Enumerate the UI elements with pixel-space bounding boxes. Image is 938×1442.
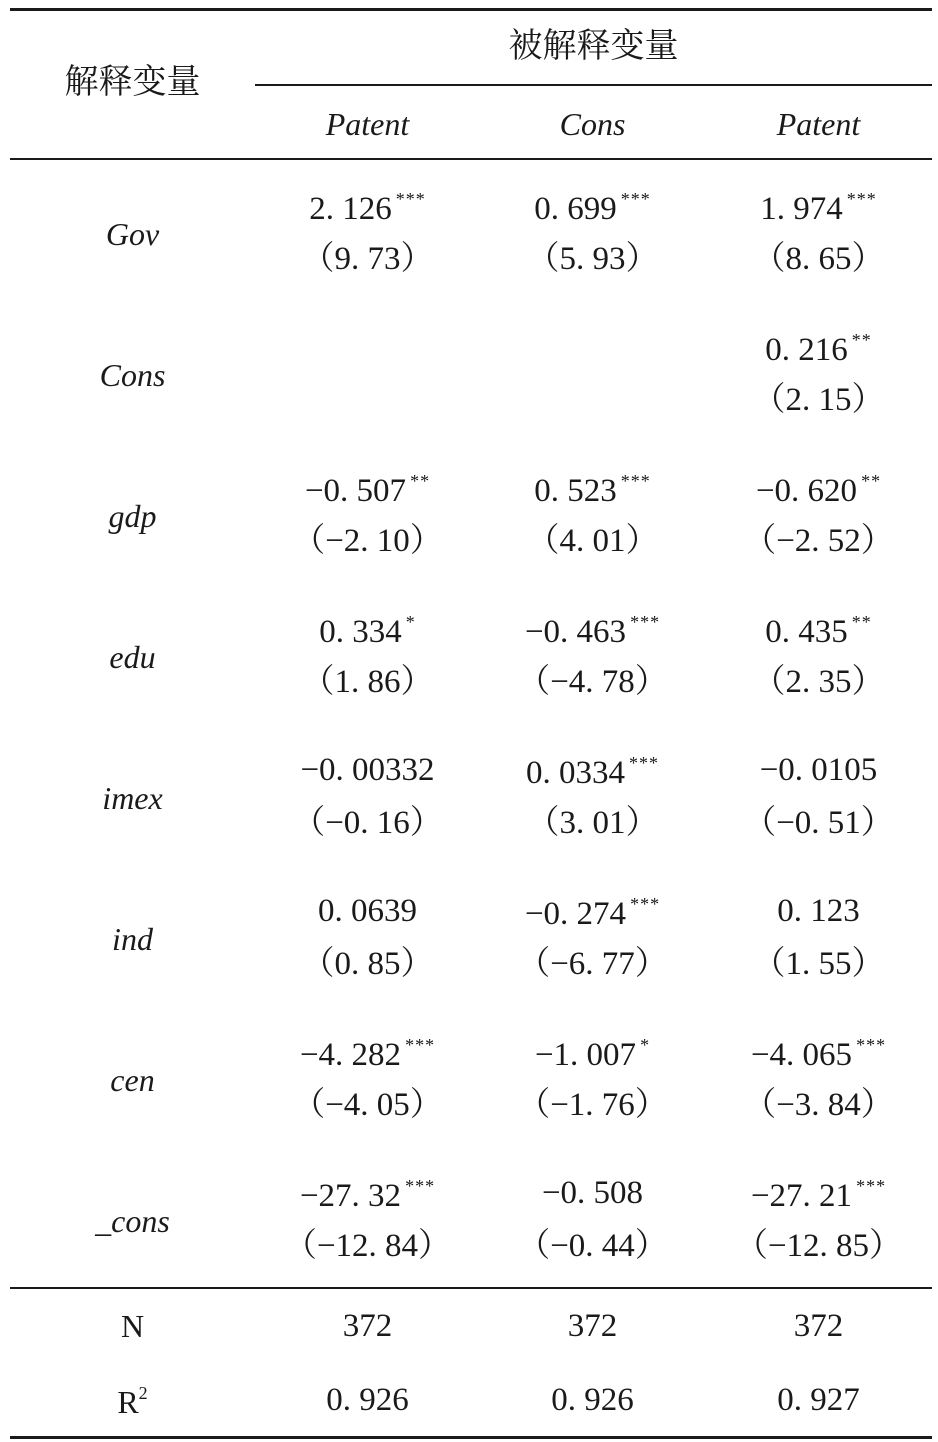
- significance-stars: ***: [856, 1176, 887, 1196]
- coefficient-value: 1. 974: [760, 191, 843, 227]
- column-header-3: Patent: [776, 106, 861, 142]
- coefficient-cell: [480, 472, 705, 508]
- row-label-Gov: Gov: [105, 216, 160, 252]
- coefficient-cell: [705, 472, 932, 508]
- footer-value: 0. 926: [326, 1382, 409, 1418]
- footer-value: 372: [567, 1308, 618, 1344]
- t-statistic: （3. 01）: [526, 805, 659, 841]
- coefficient-value: −0. 00332: [300, 752, 435, 788]
- significance-stars: **: [861, 471, 882, 491]
- t-statistic: （4. 01）: [526, 523, 659, 559]
- significance-stars: *: [405, 612, 416, 632]
- explanatory-variable-header: 解释变量: [64, 64, 201, 101]
- significance-stars: ***: [405, 1176, 436, 1196]
- coefficient-cell: [255, 613, 480, 649]
- coefficient-cell: [705, 331, 932, 367]
- coefficient-cell: [480, 895, 705, 931]
- coefficient-value: −27. 32: [299, 1178, 402, 1214]
- coefficient-value: 0. 123: [777, 893, 860, 929]
- coefficient-value: 0. 699: [534, 191, 617, 227]
- t-statistic: （2. 15）: [752, 382, 885, 418]
- coefficient-value: −1. 007: [534, 1037, 637, 1073]
- coefficient-value: −27. 21: [750, 1178, 853, 1214]
- coefficient-cell: [480, 190, 705, 226]
- footer-value: 0. 927: [777, 1382, 860, 1418]
- significance-stars: *: [640, 1035, 651, 1055]
- t-statistic: （−0. 44）: [517, 1228, 668, 1264]
- significance-stars: **: [851, 330, 872, 350]
- t-statistic: （−12. 85）: [734, 1228, 903, 1264]
- coefficient-value: 0. 0334: [526, 755, 625, 791]
- footer-label-text: N: [120, 1308, 145, 1344]
- header-rule: [10, 158, 932, 160]
- coefficient-cell: [255, 895, 480, 928]
- t-statistic: （−4. 78）: [517, 664, 668, 700]
- top-rule: [10, 8, 932, 11]
- bottom-rule: [10, 1436, 932, 1439]
- coefficient-value: −0. 620: [755, 473, 858, 509]
- footer-value: 0. 926: [551, 1382, 634, 1418]
- t-statistic: （5. 93）: [526, 241, 659, 277]
- coefficient-value: 2. 126: [309, 191, 392, 227]
- significance-stars: ***: [630, 612, 661, 632]
- coefficient-value: 0. 216: [765, 332, 848, 368]
- t-statistic: （−3. 84）: [743, 1087, 894, 1123]
- t-statistic: （−4. 05）: [292, 1087, 443, 1123]
- t-statistic: （8. 65）: [752, 241, 885, 277]
- coefficient-value: −0. 508: [541, 1175, 644, 1211]
- significance-stars: **: [851, 612, 872, 632]
- t-statistic: （−0. 16）: [292, 805, 443, 841]
- coefficient-cell: [705, 895, 932, 928]
- significance-stars: ***: [405, 1035, 436, 1055]
- t-statistic: （−0. 51）: [743, 805, 894, 841]
- coefficient-cell: [705, 613, 932, 649]
- coefficient-cell: [705, 754, 932, 787]
- coefficient-cell: [705, 190, 932, 226]
- row-label-Cons: Cons: [99, 357, 166, 393]
- footer-label-superscript: 2: [138, 1383, 148, 1403]
- t-statistic: （−1. 76）: [517, 1087, 668, 1123]
- t-statistic: （0. 85）: [301, 946, 434, 982]
- coefficient-value: −0. 274: [524, 896, 627, 932]
- coefficient-cell: [255, 190, 480, 226]
- t-statistic: （−2. 52）: [743, 523, 894, 559]
- row-label-cen: cen: [110, 1062, 155, 1098]
- body-bottom-rule: [10, 1287, 932, 1289]
- column-header-2: Cons: [559, 106, 626, 142]
- coefficient-cell: [255, 754, 480, 787]
- significance-stars: ***: [856, 1035, 887, 1055]
- t-statistic: （1. 55）: [752, 946, 885, 982]
- coefficient-value: −0. 463: [524, 614, 627, 650]
- significance-stars: ***: [620, 471, 651, 491]
- t-statistic: （2. 35）: [752, 664, 885, 700]
- coefficient-cell: [480, 754, 705, 790]
- column-header-1: Patent: [325, 106, 410, 142]
- significance-stars: ***: [629, 753, 659, 773]
- row-label-cons: _cons: [95, 1203, 170, 1239]
- t-statistic: （1. 86）: [301, 664, 434, 700]
- coefficient-value: 0. 435: [765, 614, 848, 650]
- row-label-gdp: gdp: [108, 498, 157, 534]
- t-statistic: （9. 73）: [301, 241, 434, 277]
- t-statistic: （−2. 10）: [292, 523, 443, 559]
- significance-stars: **: [410, 471, 431, 491]
- row-label-edu: edu: [109, 639, 156, 675]
- footer-value: 372: [793, 1308, 844, 1344]
- coefficient-cell: [255, 1036, 480, 1072]
- coefficient-cell: [255, 1177, 480, 1213]
- significance-stars: ***: [846, 189, 877, 209]
- coefficient-cell: [705, 1177, 932, 1213]
- row-label-imex: imex: [102, 780, 163, 816]
- footer-label-N: [10, 1310, 255, 1342]
- row-label-ind: ind: [112, 921, 153, 957]
- t-statistic: （−12. 84）: [283, 1228, 452, 1264]
- footer-label-text: R: [117, 1384, 139, 1420]
- significance-stars: ***: [630, 894, 661, 914]
- footer-label-R: [10, 1384, 255, 1418]
- coefficient-cell: [705, 1036, 932, 1072]
- significance-stars: ***: [395, 189, 426, 209]
- footer-value: 372: [342, 1308, 393, 1344]
- t-statistic: （−6. 77）: [517, 946, 668, 982]
- coefficient-value: −0. 0105: [759, 752, 878, 788]
- coefficient-value: 0. 0639: [318, 893, 417, 929]
- coefficient-cell: [480, 613, 705, 649]
- coefficient-value: 0. 334: [319, 614, 402, 650]
- coefficient-value: −4. 065: [750, 1037, 853, 1073]
- dependent-underline: [255, 84, 932, 86]
- coefficient-value: −0. 507: [304, 473, 407, 509]
- dependent-variable-header: 被解释变量: [508, 28, 679, 65]
- significance-stars: ***: [620, 189, 651, 209]
- coefficient-cell: [480, 1036, 705, 1072]
- coefficient-cell: [480, 1177, 705, 1210]
- coefficient-value: 0. 523: [534, 473, 617, 509]
- coefficient-value: −4. 282: [299, 1037, 402, 1073]
- coefficient-cell: [255, 472, 480, 508]
